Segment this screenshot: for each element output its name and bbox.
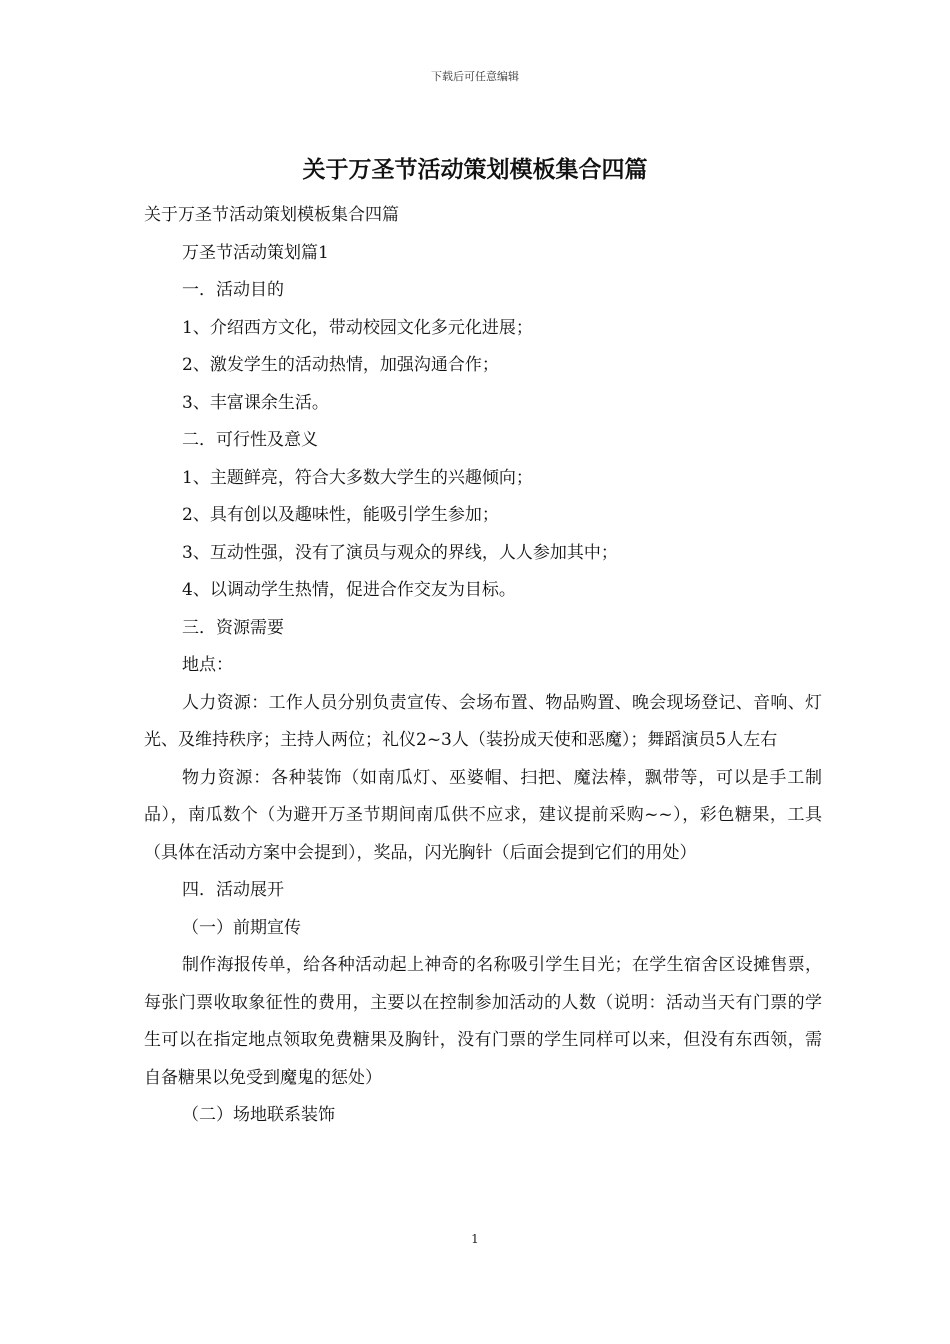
paragraph-material-resources: 物力资源：各种装饰（如南瓜灯、巫婆帽、扫把、魔法棒，飘带等，可以是手工制品），南瓜数个（为避开万圣节期间南瓜供不应求，建议提前采购~~），彩色糖果，工具（具体在活动方案中会提到），奖品，闪光胸针（后面会提到它们的用处） [144, 767, 822, 863]
list-item: 1、介绍西方文化，带动校园文化多元化进展； [182, 317, 533, 338]
section-heading-feasibility: 二．可行性及意义 [182, 430, 318, 450]
page-header-note: 下载后可任意编辑 [431, 70, 519, 83]
list-item: 2、激发学生的活动热情，加强沟通合作； [182, 355, 499, 375]
list-item: 2、具有创以及趣味性，能吸引学生参加； [182, 505, 499, 525]
document-body [144, 197, 822, 1135]
location-line: 地点： [182, 655, 233, 675]
paragraph-human-resources: 人力资源：工作人员分别负责宣传、会场布置、物品购置、晚会现场登记、音响、灯光、及维持秩序；主持人两位；礼仪2~3人（装扮成天使和恶魔）；舞蹈演员5人左右 [144, 692, 822, 750]
page-number: 1 [471, 1232, 479, 1246]
subsection-heading-promotion: （一）前期宣传 [182, 917, 301, 938]
list-item: 4、以调动学生热情，促进合作交友为目标。 [182, 580, 516, 600]
list-item: 1、主题鲜亮，符合大多数大学生的兴趣倾向； [182, 467, 533, 488]
subsection-heading-venue: （二）场地联系装饰 [182, 1105, 335, 1125]
list-item: 3、互动性强，没有了演员与观众的界线，人人参加其中； [182, 542, 618, 563]
document-title: 关于万圣节活动策划模板集合四篇 [302, 156, 648, 183]
paragraph-promotion: 制作海报传单，给各种活动起上神奇的名称吸引学生目光；在学生宿舍区设摊售票，每张门票收取象征性的费用，主要以在控制参加活动的人数（说明：活动当天有门票的学生可以在指定地点领取免费糖果及胸针，没有门票的学生同样可以来，但没有东西领，需自备糖果以免受到魔鬼的惩处） [144, 955, 822, 1088]
section-heading-activity: 四．活动展开 [182, 880, 284, 900]
list-item: 3、丰富课余生活。 [182, 392, 329, 413]
section-heading-plan-1: 万圣节活动策划篇1 [182, 242, 329, 263]
subtitle-line: 关于万圣节活动策划模板集合四篇 [144, 205, 399, 225]
section-heading-resources: 三．资源需要 [182, 617, 284, 638]
section-heading-purpose: 一．活动目的 [182, 280, 284, 300]
